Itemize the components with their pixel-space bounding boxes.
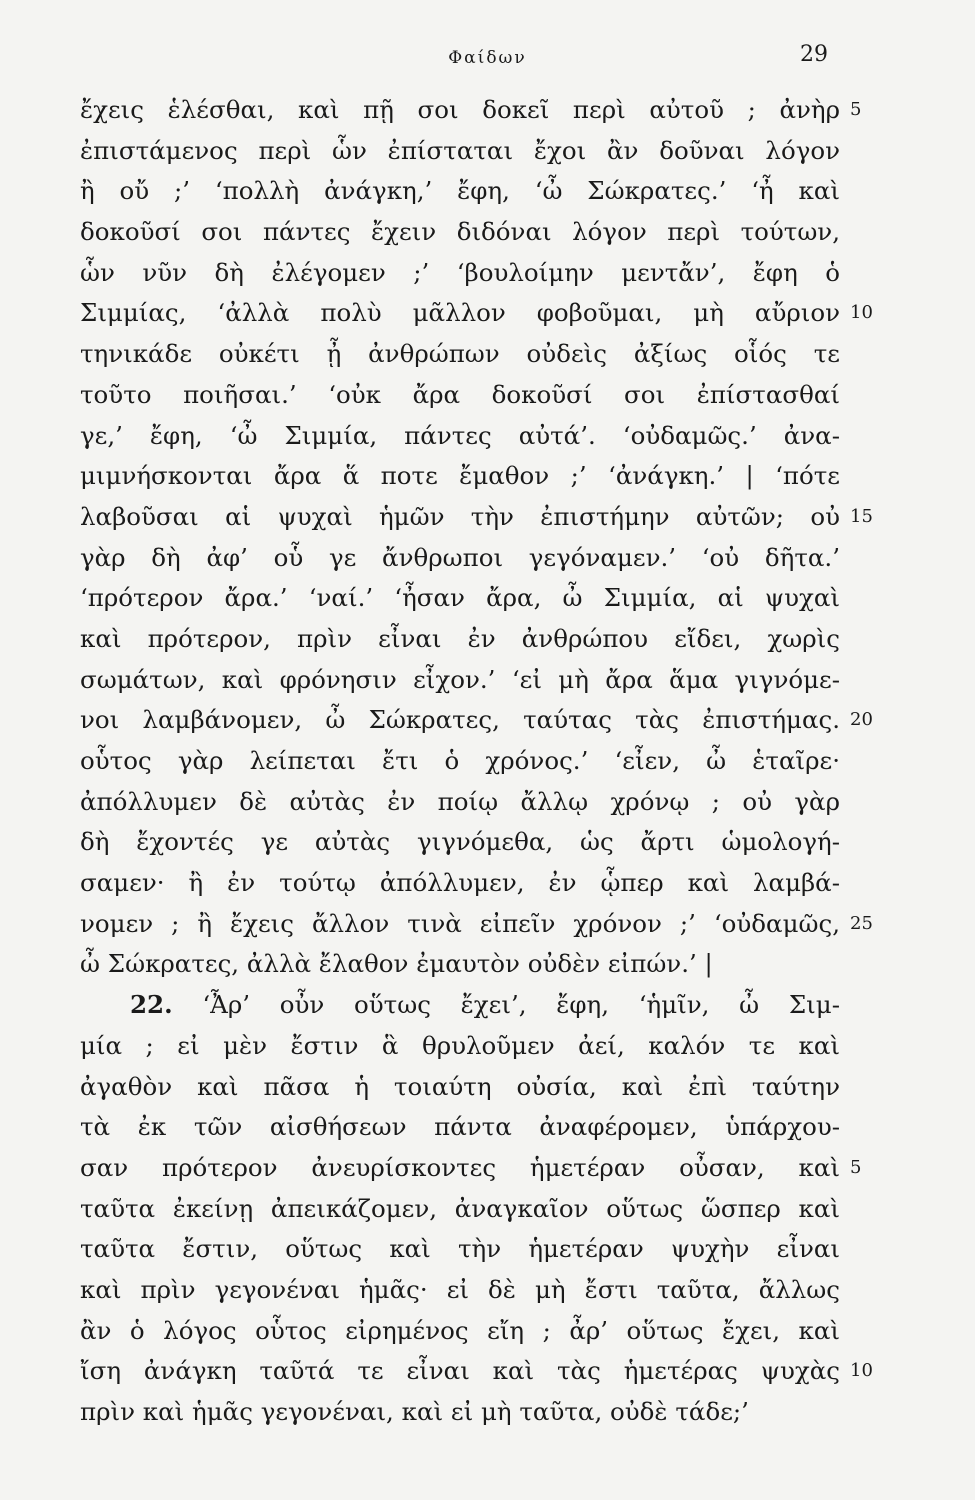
text-line bbox=[80, 1148, 862, 1189]
line-text: ὦ Σώκρατες, ἀλλὰ ἔλαθον ἐμαυτὸν οὐδὲν εἰπών.’ | bbox=[80, 949, 713, 979]
line-text: σαν πρότερον ἀνευρίσκοντες ἡμετέραν οὖσαν, καὶ bbox=[80, 1152, 840, 1182]
line-text: τὰ ἐκ τῶν αἰσθήσεων πάντα ἀναφέρομεν, ὑπάρχου- bbox=[80, 1112, 840, 1142]
text-line bbox=[80, 416, 840, 457]
text-line bbox=[80, 578, 840, 619]
line-text: σωμάτων, καὶ φρόνησιν εἶχον.’ ‘εἰ μὴ ἄρα ἅμα γιγνόμε- bbox=[80, 664, 840, 694]
line-text: λαβοῦσαι αἱ ψυχαὶ ἡμῶν τὴν ἐπιστήμην αὐτῶν; οὐ bbox=[80, 501, 840, 531]
text-line bbox=[80, 1067, 840, 1108]
line-text: καὶ πρὶν γεγονέναι ἡμᾶς· εἰ δὲ μὴ ἔστι ταῦτα, ἄλλως bbox=[80, 1274, 840, 1304]
line-text: γε,’ ἔφη, ‘ὦ Σιμμία, πάντες αὐτά’. ‘οὐδαμῶς.’ ἀνα- bbox=[80, 420, 840, 450]
text-line bbox=[80, 1392, 840, 1433]
text-line bbox=[80, 1311, 840, 1352]
line-number: 5 bbox=[850, 1156, 862, 1178]
line-text: ἀπόλλυμεν δὲ αὐτὰς ἐν ποίῳ ἄλλῳ χρόνῳ ; οὐ γὰρ bbox=[80, 786, 840, 816]
line-text: ἔχεις ἑλέσθαι, καὶ πῇ σοι δοκεῖ περὶ αὐτοῦ ; ἀνὴρ bbox=[80, 95, 840, 124]
line-number: 20 bbox=[850, 709, 873, 731]
text-line bbox=[80, 741, 840, 782]
line-text: ἴση ἀνάγκη ταῦτά τε εἶναι καὶ τὰς ἡμετέρας ψυχὰς bbox=[80, 1356, 840, 1386]
line-text: δοκοῦσί σοι πάντες ἔχειν διδόναι λόγον περὶ τούτων, bbox=[80, 217, 840, 247]
line-text: νοι λαμβάνομεν, ὦ Σώκρατες, ταύτας τὰς ἐπιστήμας. bbox=[80, 705, 840, 735]
line-text: τηνικάδε οὐκέτι ᾖ ἀνθρώπων οὐδεὶς ἀξίως οἷός τε bbox=[80, 339, 840, 369]
text-line bbox=[80, 1026, 840, 1067]
text-line bbox=[80, 90, 862, 131]
line-text: ὧν νῦν δὴ ἐλέγομεν ;’ ‘βουλοίμην μεντἄν’, ἔφη ὁ bbox=[80, 257, 840, 287]
text-line bbox=[80, 1351, 873, 1392]
line-text: ‘πρότερον ἄρα.’ ‘ναί.’ ‘ἦσαν ἄρα, ὦ Σιμμία, αἱ ψυχαὶ bbox=[80, 583, 840, 613]
line-body: ‘Ἆρ’ οὖν οὕτως ἔχει’, ἔφη, ‘ἡμῖν, ὦ Σιμ- bbox=[202, 990, 840, 1020]
line-text: δὴ ἔχοντές γε αὐτὰς γιγνόμεθα, ὡς ἄρτι ὡμολογή- bbox=[80, 827, 840, 857]
line-text: ἀγαθὸν καὶ πᾶσα ἡ τοιαύτη οὐσία, καὶ ἐπὶ ταύτην bbox=[80, 1071, 840, 1101]
text-line bbox=[80, 1270, 840, 1311]
section-number: 22. bbox=[130, 990, 173, 1020]
line-text: ἂν ὁ λόγος οὗτος εἰρημένος εἴη ; ἆρ’ οὕτως ἔχει, καὶ bbox=[80, 1315, 840, 1345]
text-body bbox=[80, 90, 873, 1433]
text-line bbox=[80, 904, 873, 945]
text-line bbox=[80, 619, 840, 660]
text-line bbox=[80, 375, 840, 416]
line-text: Σιμμίας, ‘ἀλλὰ πολὺ μᾶλλον φοβοῦμαι, μὴ αὔριον bbox=[80, 298, 840, 328]
line-text: καὶ πρότερον, πρὶν εἶναι ἐν ἀνθρώπου εἴδει, χωρὶς bbox=[80, 623, 840, 653]
line-text: οὗτος γὰρ λείπεται ἔτι ὁ χρόνος.’ ‘εἶεν, ὦ ἑταῖρε· bbox=[80, 746, 840, 775]
running-head-title: Φαίδων bbox=[448, 48, 527, 68]
line-text: ἐπιστάμενος περὶ ὧν ἐπίσταται ἔχοι ἂν δοῦναι λόγον bbox=[80, 135, 840, 165]
line-text: σαμεν· ἢ ἐν τούτῳ ἀπόλλυμεν, ἐν ᾧπερ καὶ λαμβά- bbox=[80, 868, 840, 898]
line-number: 15 bbox=[850, 505, 873, 527]
line-number: 10 bbox=[850, 1360, 873, 1382]
line-number: 25 bbox=[850, 912, 873, 934]
text-line bbox=[80, 944, 840, 985]
text-line bbox=[80, 1229, 840, 1270]
text-line bbox=[80, 212, 840, 253]
text-line bbox=[80, 293, 873, 334]
line-text bbox=[80, 985, 840, 1026]
line-number: 5 bbox=[850, 99, 862, 120]
text-line bbox=[80, 538, 840, 579]
text-line bbox=[80, 863, 840, 904]
line-text: νομεν ; ἢ ἔχεις ἄλλον τινὰ εἰπεῖν χρόνον ;’ ‘οὐδαμῶς, bbox=[80, 908, 840, 938]
text-line bbox=[80, 985, 840, 1026]
text-line bbox=[80, 822, 840, 863]
text-line bbox=[80, 131, 840, 172]
text-line bbox=[80, 334, 840, 375]
line-text: πρὶν καὶ ἡμᾶς γεγονέναι, καὶ εἰ μὴ ταῦτα, οὐδὲ τάδε;’ bbox=[80, 1397, 749, 1426]
text-line bbox=[80, 660, 840, 701]
line-text: μία ; εἰ μὲν ἔστιν ἃ θρυλοῦμεν ἀεί, καλόν τε καὶ bbox=[80, 1030, 840, 1060]
line-number: 10 bbox=[850, 302, 873, 324]
text-line bbox=[80, 1189, 840, 1230]
line-text: τοῦτο ποιῆσαι.’ ‘οὐκ ἄρα δοκοῦσί σοι ἐπίστασθαί bbox=[80, 379, 840, 409]
line-text: ταῦτα ἔστιν, οὕτως καὶ τὴν ἡμετέραν ψυχὴν εἶναι bbox=[80, 1234, 840, 1264]
text-line bbox=[80, 1107, 840, 1148]
line-text: ἢ οὔ ;’ ‘πολλὴ ἀνάγκη,’ ἔφη, ‘ὦ Σώκρατες.’ ‘ἦ καὶ bbox=[80, 176, 840, 206]
text-line bbox=[80, 171, 840, 212]
text-line bbox=[80, 456, 840, 497]
text-line bbox=[80, 700, 873, 741]
text-line bbox=[80, 497, 873, 538]
text-line bbox=[80, 782, 840, 823]
line-text: μιμνήσκονται ἄρα ἅ ποτε ἔμαθον ;’ ‘ἀνάγκη.’ | ‘πότε bbox=[80, 461, 840, 491]
line-text: γὰρ δὴ ἀφ’ οὗ γε ἄνθρωποι γεγόναμεν.’ ‘οὐ δῆτα.’ bbox=[80, 542, 840, 572]
text-line bbox=[80, 253, 840, 294]
line-text: ταῦτα ἐκείνῃ ἀπεικάζομεν, ἀναγκαῖον οὕτως ὥσπερ καὶ bbox=[80, 1193, 840, 1223]
page-number: 29 bbox=[800, 42, 828, 67]
